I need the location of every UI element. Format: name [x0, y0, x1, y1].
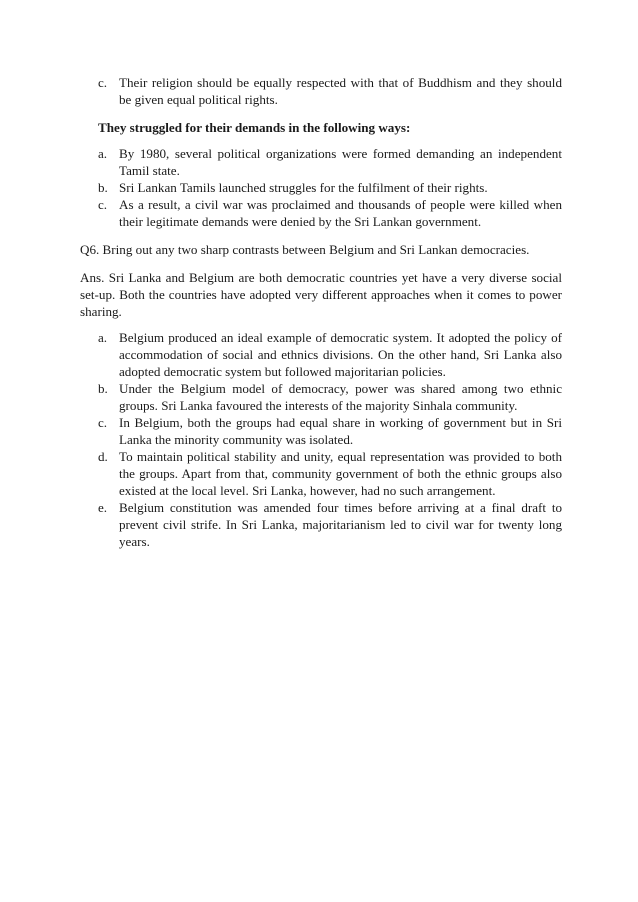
list-item: [80, 196, 562, 230]
list-item: [80, 145, 562, 179]
struggle-list: [80, 145, 562, 230]
list-marker: c.: [98, 197, 108, 212]
list-marker: b.: [98, 381, 108, 396]
list-marker: c.: [98, 75, 108, 90]
list-item: [80, 414, 562, 448]
list-item: [80, 499, 562, 550]
demands-list: [80, 74, 562, 108]
list-item-text: To maintain political stability and unity, equal representation was provided to both the groups. Apart from that, community government of both the ethnic groups also existed at the local level. Sri Lanka, however, had no such arrangement.: [119, 449, 562, 498]
list-item-text: In Belgium, both the groups had equal share in working of government but in Sri Lanka the minority community was isolated.: [119, 415, 562, 447]
list-marker: c.: [98, 415, 108, 430]
question-q6: Q6. Bring out any two sharp contrasts between Belgium and Sri Lankan democracies.: [80, 242, 530, 257]
list-item-text: Under the Belgium model of democracy, power was shared among two ethnic groups. Sri Lanka favoured the interests of the majority Sinhala community.: [119, 381, 562, 413]
list-marker: d.: [98, 449, 108, 464]
list-item-text: As a result, a civil war was proclaimed and thousands of people were killed when their legitimate demands were denied by the Sri Lankan government.: [119, 197, 562, 229]
list-item-text: Sri Lankan Tamils launched struggles for the fulfilment of their rights.: [119, 180, 488, 195]
list-item-text: Belgium constitution was amended four times before arriving at a final draft to prevent civil strife. In Sri Lanka, majoritarianism led to civil war for twenty long years.: [119, 500, 562, 549]
list-marker: a.: [98, 330, 108, 345]
list-item-text: Their religion should be equally respected with that of Buddhism and they should be given equal political rights.: [119, 75, 562, 107]
list-marker: b.: [98, 180, 108, 195]
list-marker: e.: [98, 500, 108, 515]
list-marker: a.: [98, 146, 108, 161]
list-item: [80, 74, 562, 108]
answer-list: [80, 329, 562, 550]
struggle-heading: They struggled for their demands in the following ways:: [98, 120, 411, 135]
list-item-text: Belgium produced an ideal example of democratic system. It adopted the policy of accommodation of social and ethnics divisions. On the other hand, Sri Lanka also adopted democratic system but followed majoritarian policies.: [119, 330, 562, 379]
list-item: [80, 329, 562, 380]
list-item-text: By 1980, several political organizations were formed demanding an independent Tamil state.: [119, 146, 562, 178]
answer-intro: Ans. Sri Lanka and Belgium are both democratic countries yet have a very diverse social set-up. Both the countries have adopted very different approaches when it comes to power sharing.: [80, 270, 562, 319]
list-item: [80, 448, 562, 499]
list-item: [80, 179, 562, 196]
list-item: [80, 380, 562, 414]
